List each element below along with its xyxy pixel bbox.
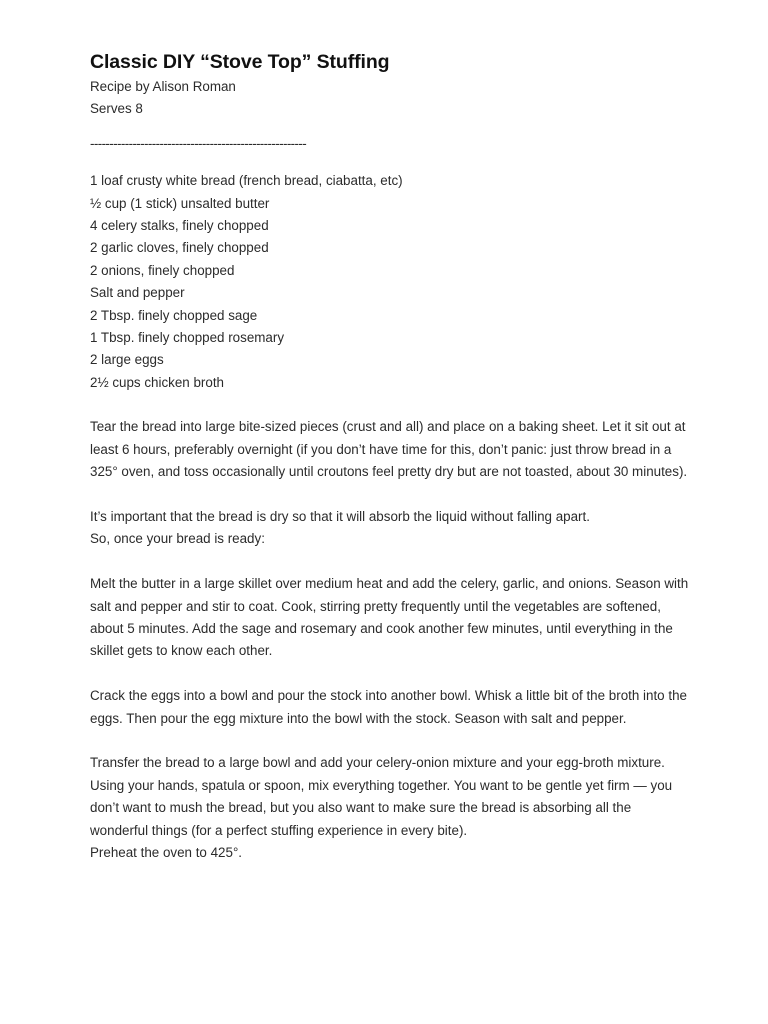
- instruction-text: It’s important that the bread is dry so that it will absorb the liquid without falling apart.: [90, 508, 590, 524]
- ingredient-item: ½ cup (1 stick) unsalted butter: [90, 195, 270, 211]
- instruction-paragraph: [90, 752, 690, 864]
- instruction-text: Preheat the oven to 425°.: [90, 844, 243, 860]
- instruction-paragraph: [90, 573, 690, 663]
- instruction-paragraph: [90, 416, 690, 483]
- dash-divider: --------------------------------------------------------: [90, 135, 307, 151]
- ingredient-item: 1 Tbsp. finely chopped rosemary: [90, 330, 285, 346]
- ingredient-item: 2 garlic cloves, finely chopped: [90, 240, 269, 256]
- instruction-text: Transfer the bread to a large bowl and add your celery-onion mixture and your egg-broth mixture. Using your hands, spatula or spoon, mix everything together. You want to be gentle yet firm — you don’t want to mush the bread, but you also want to make sure the bread is absorbing all the wonderful things (for a perfect stuffing experience in every bite).: [90, 755, 673, 838]
- instruction-text: So, once your bread is ready:: [90, 531, 265, 547]
- ingredient-item: 1 loaf crusty white bread (french bread, ciabatta, etc): [90, 173, 403, 189]
- recipe-page: [90, 48, 690, 887]
- recipe-servings: Serves 8: [90, 101, 143, 117]
- ingredient-item: 2 large eggs: [90, 352, 164, 368]
- recipe-author: Recipe by Alison Roman: [90, 79, 236, 94]
- recipe-title: Classic DIY “Stove Top” Stuffing: [90, 51, 390, 73]
- ingredient-item: Salt and pepper: [90, 285, 185, 301]
- instruction-paragraph: [90, 506, 690, 551]
- ingredient-item: 2 onions, finely chopped: [90, 262, 235, 278]
- instruction-text: Melt the butter in a large skillet over medium heat and add the celery, garlic, and onions. Season with salt and pepper and stir to coat. Cook, stirring pretty frequently until the vegetables are softened, about 5 minutes. Add the sage and rosemary and cook another few minutes, until everything in the skillet gets to know each other.: [90, 576, 689, 659]
- instructions: [90, 416, 690, 864]
- instruction-text: Crack the eggs into a bowl and pour the stock into another bowl. Whisk a little bit of the broth into the eggs. Then pour the egg mixture into the bowl with the stock. Season with salt and pepper.: [90, 688, 687, 726]
- ingredient-item: 4 celery stalks, finely chopped: [90, 218, 269, 234]
- ingredient-list: [90, 170, 690, 394]
- instruction-text: Tear the bread into large bite-sized pieces (crust and all) and place on a baking sheet. Let it sit out at least 6 hours, preferably overnight (if you don’t have time for this, don’t panic: just throw bread in a 325° oven, and toss occasionally until croutons feel pretty dry but are not toasted, about 30 minutes).: [90, 419, 688, 480]
- ingredient-item: 2 Tbsp. finely chopped sage: [90, 307, 258, 323]
- ingredient-item: 2½ cups chicken broth: [90, 374, 224, 390]
- instruction-paragraph: [90, 685, 690, 730]
